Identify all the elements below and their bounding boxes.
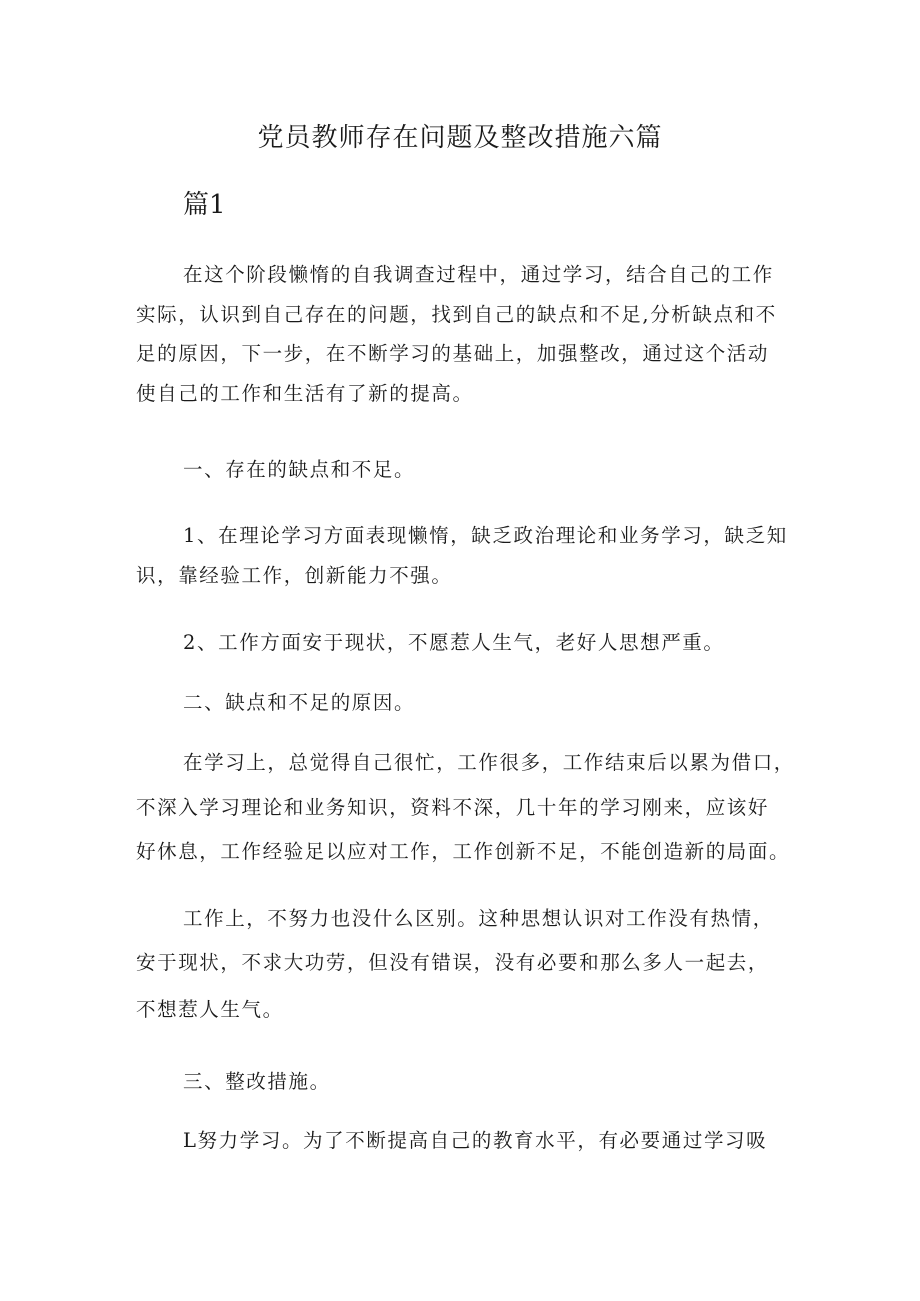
paragraph-line: 在学习上，总觉得自己很忙，工作很多，工作结束后以累为借口， [183,751,795,774]
paragraph-line: 实际，认识到自己存在的问题，找到自己的缺点和不足,分析缺点和不 [136,303,777,326]
paragraph-line: 安于现状，不求大功劳，但没有错误，没有必要和那么多人一起去， [136,951,770,974]
paragraph-line: 好休息，工作经验足以应对工作，工作创新不足，不能创造新的局面。 [136,840,791,863]
paragraph-line: 足的原因，下一步，在不断学习的基础上，加强整改，通过这个活动 [136,342,770,365]
paragraph-line: 不深入学习理论和业务知识，资料不深，几十年的学习刚来，应该好 [136,796,770,819]
list-item-line: 识，靠经验工作，创新能力不强。 [136,564,453,587]
paragraph-line: 使自己的工作和生活有了新的提高。 [136,382,474,405]
heading-causes: 二、缺点和不足的原因。 [183,691,416,714]
section-heading: 篇1 [183,190,226,220]
list-item: 2、工作方面安于现状，不愿惹人生气，老好人思想严重。 [183,631,725,654]
paragraph-line: 在这个阶段懒惰的自我调查过程中，通过学习，结合自己的工作 [183,263,774,286]
paragraph-line: 工作上，不努力也没什么区别。这种思想认识对工作没有热情， [183,907,774,930]
document-title: 党员教师存在问题及整改措施六篇 [257,123,663,153]
list-item-line: 1、在理论学习方面表现懒惰，缺乏政治理论和业务学习，缺乏知 [183,524,788,547]
heading-deficiencies: 一、存在的缺点和不足。 [183,458,416,481]
paragraph-line: 不想惹人生气。 [136,998,284,1021]
heading-measures: 三、整改措施。 [183,1070,331,1093]
list-item: L努力学习。为了不断提高自己的教育水平，有必要通过学习吸 [183,1129,768,1152]
